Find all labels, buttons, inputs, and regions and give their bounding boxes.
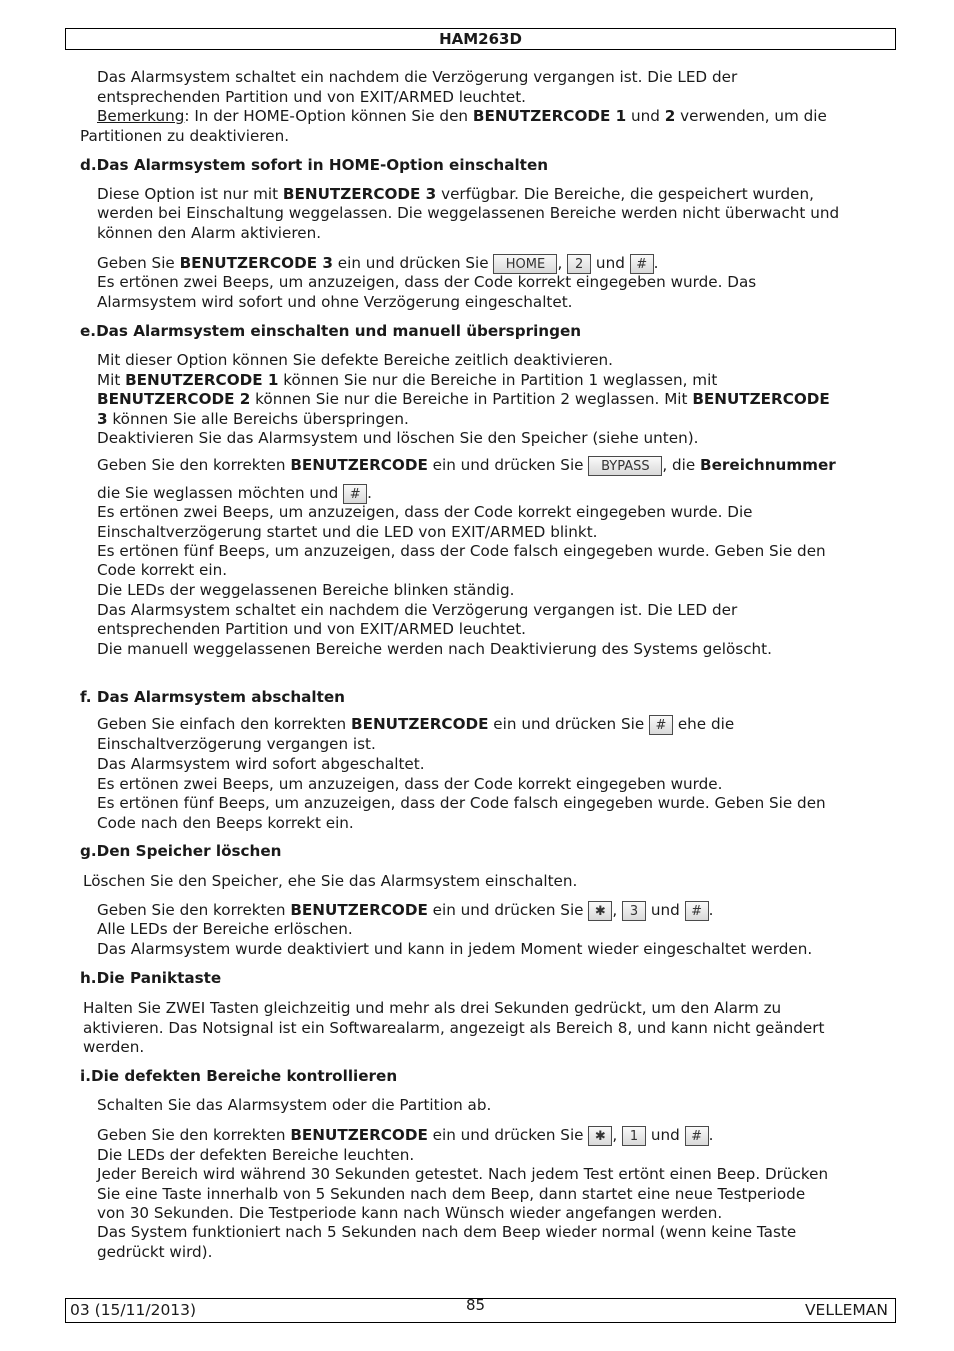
bold-run: BENUTZERCODE 1: [472, 107, 627, 125]
bold-run: 2: [664, 107, 676, 125]
text-line: [97, 410, 409, 430]
star-key-icon: ✱: [588, 1126, 612, 1146]
bold-run: BENUTZERCODE 2: [97, 390, 251, 408]
text-run: ein und drücken Sie: [427, 1126, 589, 1144]
text-line: gedrückt wird).: [97, 1243, 213, 1261]
text-run: und: [646, 1126, 685, 1144]
hash-key-icon: #: [685, 901, 709, 921]
text-line: Es ertönen zwei Beeps, um anzuzeigen, dass der Code korrekt eingegeben wurde. Die: [97, 503, 753, 521]
text-run: ,: [612, 1126, 622, 1144]
text-line: Einschaltverzögerung vergangen ist.: [97, 735, 376, 753]
text-run: .: [708, 1126, 714, 1144]
key-2-icon: 2: [567, 254, 591, 274]
text-line: [97, 371, 717, 391]
section-heading-f: f. Das Alarmsystem abschalten: [80, 688, 345, 706]
hash-key-icon: #: [630, 254, 654, 274]
text-run: können Sie nur die Bereiche in Partition 2 weglassen. Mit: [250, 390, 693, 408]
text-line: [97, 456, 836, 479]
text-run: .: [653, 254, 659, 272]
remark-line: [97, 107, 827, 127]
bold-run: BENUTZERCODE 3: [179, 254, 333, 272]
text-line: können den Alarm aktivieren.: [97, 224, 322, 242]
text-line: Das Alarmsystem wird sofort abgeschaltet.: [97, 755, 425, 773]
text-line: Partitionen zu deaktivieren.: [80, 127, 290, 145]
text-line: Halten Sie ZWEI Tasten gleichzeitig und mehr als drei Sekunden gedrückt, um den Alarm zu: [83, 999, 782, 1017]
text-run: Geben Sie den korrekten: [97, 456, 291, 474]
footer-brand: VELLEMAN: [804, 1301, 888, 1319]
text-run: die Sie weglassen möchten und: [97, 484, 344, 502]
page-footer: [65, 1298, 896, 1323]
section-heading-i: i.Die defekten Bereiche kontrollieren: [80, 1067, 398, 1085]
section-heading-h: h.Die Paniktaste: [80, 969, 222, 987]
text-line: entsprechenden Partition und von EXIT/ARMED leuchtet.: [97, 620, 526, 638]
bold-run: BENUTZERCODE: [290, 901, 428, 919]
bold-run: BENUTZERCODE 3: [282, 185, 437, 203]
text-line: Die manuell weggelassenen Bereiche werden nach Deaktivierung des Systems gelöscht.: [97, 640, 772, 658]
text-run: , die: [662, 456, 701, 474]
text-run: Geben Sie einfach den korrekten: [97, 715, 351, 733]
hash-key-icon: #: [343, 484, 367, 504]
bold-run: 3: [97, 410, 108, 428]
text-run: .: [367, 484, 372, 502]
text-line: Alarmsystem wird sofort und ohne Verzögerung eingeschaltet.: [97, 293, 573, 311]
text-run: und: [626, 107, 665, 125]
bold-run: BENUTZERCODE: [351, 715, 489, 733]
text-run: ,: [557, 254, 568, 272]
text-line: Alle LEDs der Bereiche erlöschen.: [97, 920, 353, 938]
text-line: [97, 390, 830, 410]
text-line: Es ertönen zwei Beeps, um anzuzeigen, dass der Code korrekt eingegeben wurde. Das: [97, 273, 757, 291]
key-3-icon: 3: [622, 901, 646, 921]
key-1-icon: 1: [622, 1126, 646, 1146]
text-line: Die LEDs der defekten Bereiche leuchten.: [97, 1146, 415, 1164]
section-heading-e: e.Das Alarmsystem einschalten und manuell überspringen: [80, 322, 582, 340]
text-run: .: [708, 901, 714, 919]
footer-version: 03 (15/11/2013): [70, 1301, 197, 1319]
text-line: Es ertönen fünf Beeps, um anzuzeigen, dass der Code falsch eingegeben wurde. Geben Sie den: [97, 542, 826, 560]
header-title: HAM263D: [439, 30, 522, 48]
bold-run: BENUTZERCODE: [290, 456, 428, 474]
remark-label: Bemerkung: [97, 107, 185, 125]
text-line: Deaktivieren Sie das Alarmsystem und löschen Sie den Speicher (siehe unten).: [97, 429, 699, 447]
text-run: : In der HOME-Option können Sie den: [184, 107, 473, 125]
bold-run: Bereichnummer: [700, 456, 836, 474]
text-line: werden bei Einschaltung weggelassen. Die weggelassenen Bereiche werden nicht überwacht und: [97, 204, 840, 222]
text-line: Sie eine Taste innerhalb von 5 Sekunden nach dem Beep, dann startet eine neue Testperiode: [97, 1185, 806, 1203]
hash-key-icon: #: [649, 715, 673, 735]
text-run: ehe die: [673, 715, 735, 733]
text-run: Geben Sie: [97, 254, 180, 272]
page-number: 85: [466, 1296, 486, 1314]
text-line: Code korrekt ein.: [97, 561, 228, 579]
text-run: ,: [612, 901, 622, 919]
bypass-key-icon: BYPASS: [588, 456, 662, 476]
text-line: Das System funktioniert nach 5 Sekunden nach dem Beep wieder normal (wenn keine Taste: [97, 1223, 797, 1241]
section-heading-d: d.Das Alarmsystem sofort in HOME-Option einschalten: [80, 156, 549, 174]
text-line: Schalten Sie das Alarmsystem oder die Partition ab.: [97, 1096, 492, 1114]
text-run: ein und drücken Sie: [427, 901, 589, 919]
text-line: Einschaltverzögerung startet und die LED von EXIT/ARMED blinkt.: [97, 523, 598, 541]
bold-run: BENUTZERCODE: [692, 390, 830, 408]
text-line: Jeder Bereich wird während 30 Sekunden getestet. Nach jedem Test ertönt einen Beep. Drücken: [97, 1165, 829, 1183]
star-key-icon: ✱: [588, 901, 612, 921]
text-line: Es ertönen zwei Beeps, um anzuzeigen, dass der Code korrekt eingegeben wurde.: [97, 775, 723, 793]
text-run: und: [646, 901, 685, 919]
text-line: Code nach den Beeps korrekt ein.: [97, 814, 354, 832]
text-run: ein und drücken Sie: [488, 715, 649, 733]
text-run: Geben Sie den korrekten: [97, 901, 291, 919]
text-run: Geben Sie den korrekten: [97, 1126, 291, 1144]
text-line: Es ertönen fünf Beeps, um anzuzeigen, dass der Code falsch eingegeben wurde. Geben Sie den: [97, 794, 826, 812]
text-run: können Sie alle Bereichs überspringen.: [107, 410, 409, 428]
text-run: Diese Option ist nur mit: [97, 185, 283, 203]
bold-run: BENUTZERCODE 1: [125, 371, 279, 389]
text-line: von 30 Sekunden. Die Testperiode kann nach Wünsch wieder angefangen werden.: [97, 1204, 723, 1222]
text-line: Mit dieser Option können Sie defekte Bereiche zeitlich deaktivieren.: [97, 351, 614, 369]
text-line: Die LEDs der weggelassenen Bereiche blinken ständig.: [97, 581, 515, 599]
text-line: [97, 185, 814, 205]
text-line: werden.: [83, 1038, 145, 1056]
text-line: Das Alarmsystem schaltet ein nachdem die Verzögerung vergangen ist. Die LED der: [97, 68, 738, 86]
text-line: aktivieren. Das Notsignal ist ein Softwarealarm, angezeigt als Bereich 8, und kann nicht geändert: [83, 1019, 825, 1037]
text-line: Das Alarmsystem wurde deaktiviert und kann in jedem Moment wieder eingeschaltet werden.: [97, 940, 813, 958]
page-header: [65, 28, 896, 50]
text-run: können Sie nur die Bereiche in Partition 1 weglassen, mit: [278, 371, 718, 389]
text-run: verwenden, um die: [675, 107, 827, 125]
hash-key-icon: #: [685, 1126, 709, 1146]
text-run: und: [591, 254, 630, 272]
text-run: Mit: [97, 371, 126, 389]
home-key-icon: HOME: [493, 254, 557, 274]
text-run: verfügbar. Die Bereiche, die gespeichert wurden,: [436, 185, 814, 203]
text-line: Löschen Sie den Speicher, ehe Sie das Alarmsystem einschalten.: [83, 872, 578, 890]
text-run: ein und drücken Sie: [427, 456, 589, 474]
text-line: Das Alarmsystem schaltet ein nachdem die Verzögerung vergangen ist. Die LED der: [97, 601, 738, 619]
text-run: ein und drücken Sie: [332, 254, 494, 272]
text-line: entsprechenden Partition und von EXIT/ARMED leuchtet.: [97, 88, 526, 106]
bold-run: BENUTZERCODE: [290, 1126, 428, 1144]
section-heading-g: g.Den Speicher löschen: [80, 842, 282, 860]
